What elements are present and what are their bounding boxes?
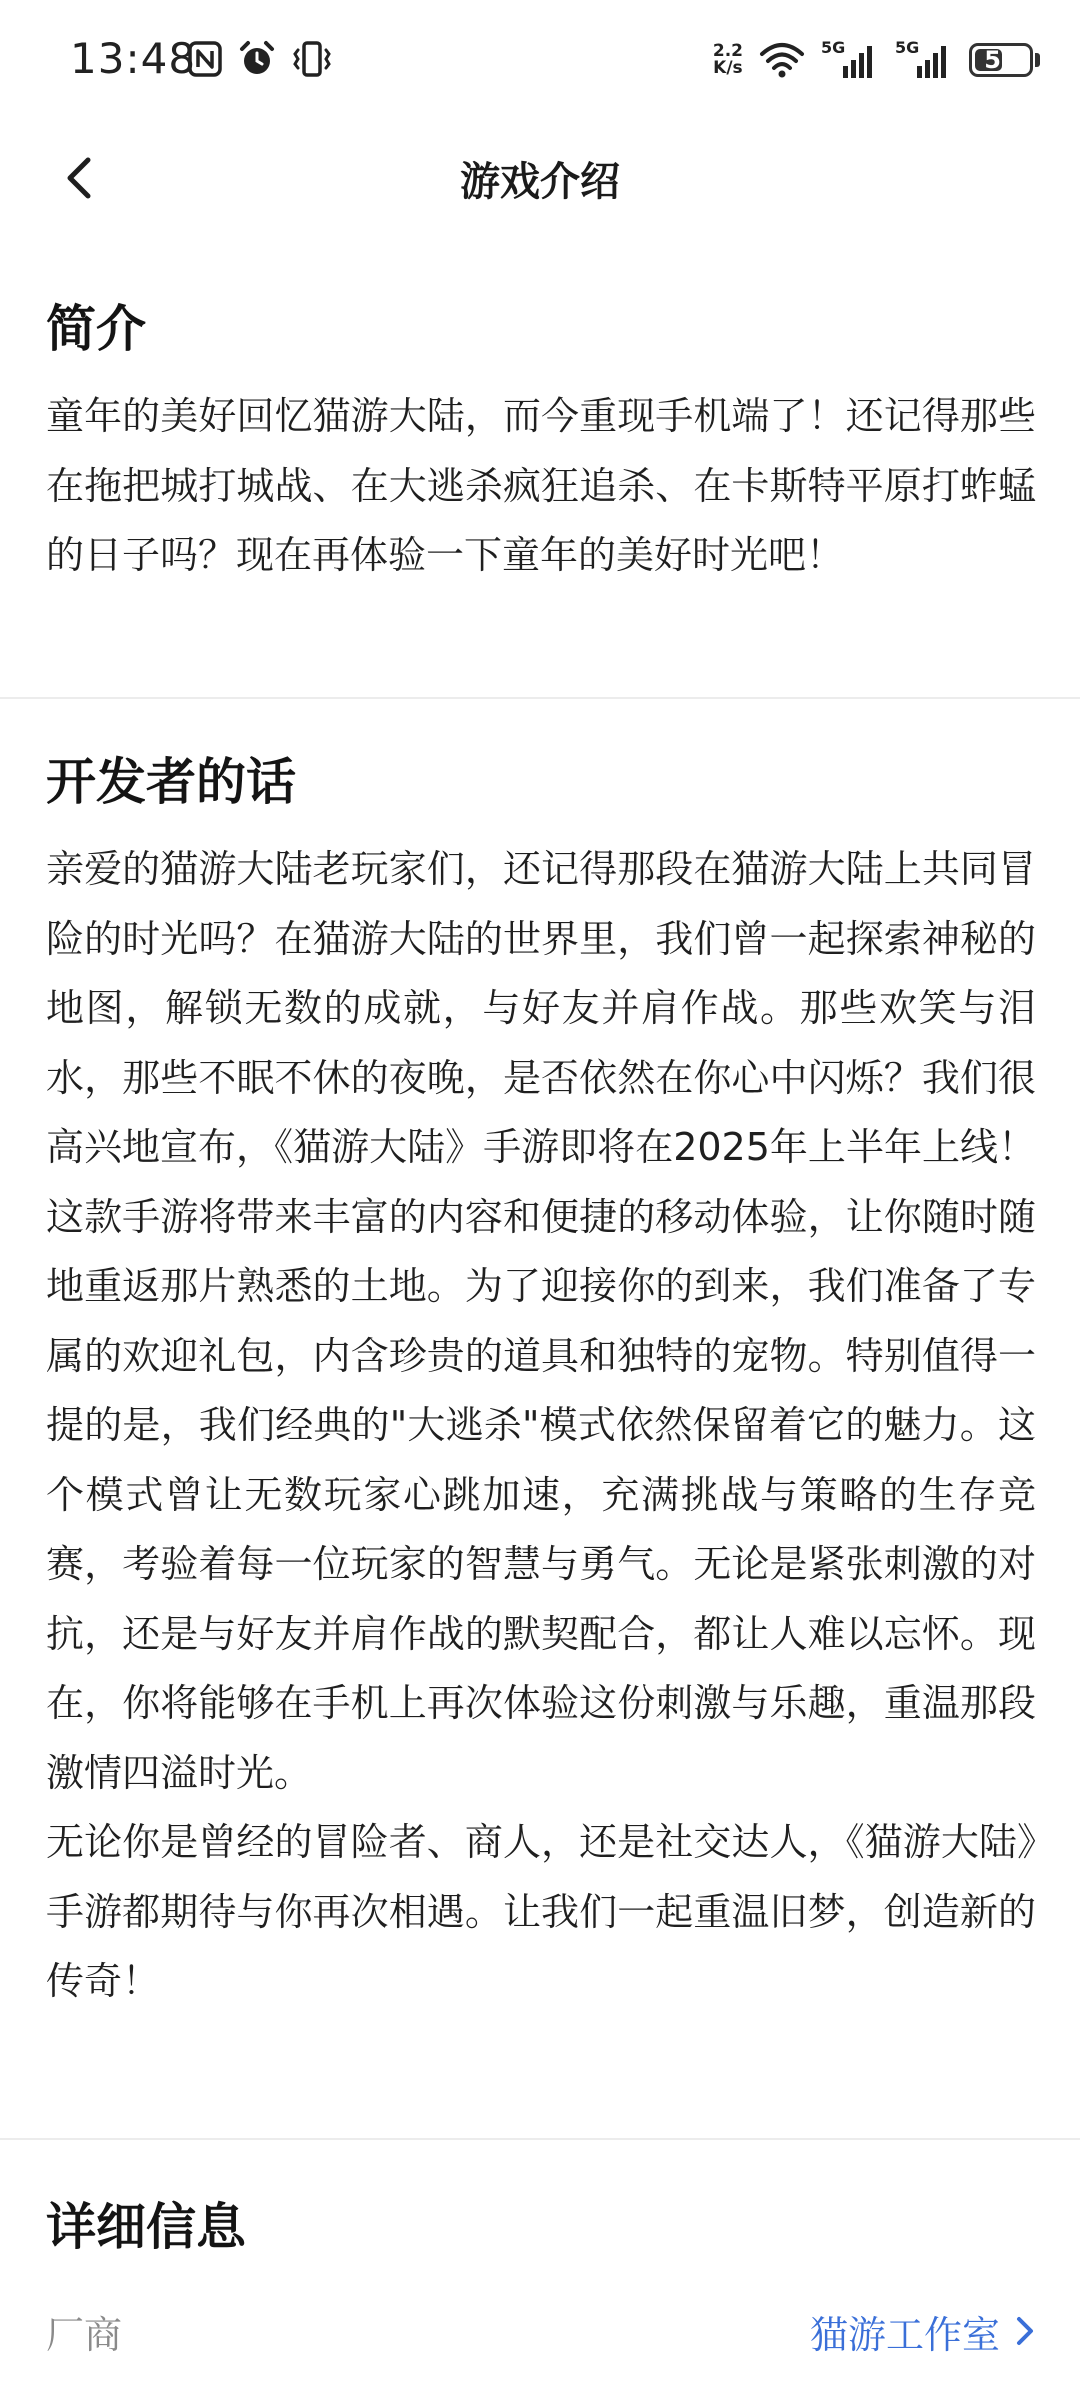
battery-level: 52: [984, 46, 1018, 74]
signal-2-label: 5G: [895, 38, 920, 57]
signal-1-label: 5G: [821, 38, 846, 57]
vendor-value[interactable]: 猫游工作室: [809, 2312, 1000, 2357]
intro-text: 童年的美好回忆猫游大陆，而今重现手机端了！还记得那些在拖把城打城战、在大逃杀疯狂追杀、在卡斯特平原打蚱蜢的日子吗？现在再体验一下童年的美好时光吧！: [46, 394, 1036, 577]
alarm-icon: [238, 40, 276, 78]
chevron-right-icon: [1014, 2314, 1036, 2348]
details-title: 详细信息: [46, 2198, 246, 2256]
developer-paragraph-1: 亲爱的猫游大陆老玩家们，还记得那段在猫游大陆上共同冒险的时光吗？在猫游大陆的世界里，我们曾一起探索神秘的地图，解锁无数的成就，与好友并肩作战。那些欢笑与泪水，那些不眠不休的夜晚，是否依然在你心中闪烁？我们很高兴地宣布，《猫游大陆》手游即将在2025年上半年上线！这款手游将带来丰富的内容和便捷的移动体验，让你随时随地重返那片熟悉的土地。为了迎接你的到来，我们准备了专属的欢迎礼包，内含珍贵的道具和独特的宠物。特别值得一提的是，我们经典的"大逃杀"模式依然保留着它的魅力。这个模式曾让无数玩家心跳加速，充满挑战与策略的生存竞赛，考验着每一位玩家的智慧与勇气。无论是紧张刺激的对抗，还是与好友并肩作战的默契配合，都让人难以忘怀。现在，你将能够在手机上再次体验这份刺激与乐趣，重温那段激情四溢时光。: [46, 847, 1036, 1795]
developer-section: [46, 747, 1036, 2017]
status-right-icons: [713, 40, 1040, 80]
status-bar: [0, 0, 1080, 120]
status-left-icons: [188, 40, 332, 78]
wifi-icon: [759, 42, 805, 78]
vibrate-icon: [292, 40, 332, 78]
page-header: [0, 120, 1080, 236]
battery-icon: [969, 43, 1040, 77]
network-speed-unit: K/s: [713, 58, 743, 78]
signal-icon: [821, 40, 879, 80]
network-speed: [713, 43, 743, 77]
divider: [0, 2138, 1080, 2140]
network-speed-value: 2.2: [712, 41, 743, 61]
vendor-link[interactable]: [810, 2304, 1036, 2359]
status-time: 13:48: [70, 34, 197, 83]
intro-title: 简介: [46, 300, 146, 358]
signal-icon: [895, 40, 953, 80]
developer-paragraph-2: 无论你是曾经的冒险者、商人，还是社交达人，《猫游大陆》手游都期待与你再次相遇。让我们一起重温旧梦，创造新的传奇！: [46, 1820, 1036, 2003]
vendor-row: [46, 2296, 1036, 2366]
details-section: [46, 2192, 1036, 2262]
developer-title: 开发者的话: [46, 753, 296, 811]
vendor-label: 厂商: [46, 2312, 123, 2357]
divider: [0, 697, 1080, 699]
nfc-icon: [188, 41, 222, 77]
page-title: 游戏介绍: [460, 159, 620, 205]
intro-section: [46, 294, 1036, 591]
